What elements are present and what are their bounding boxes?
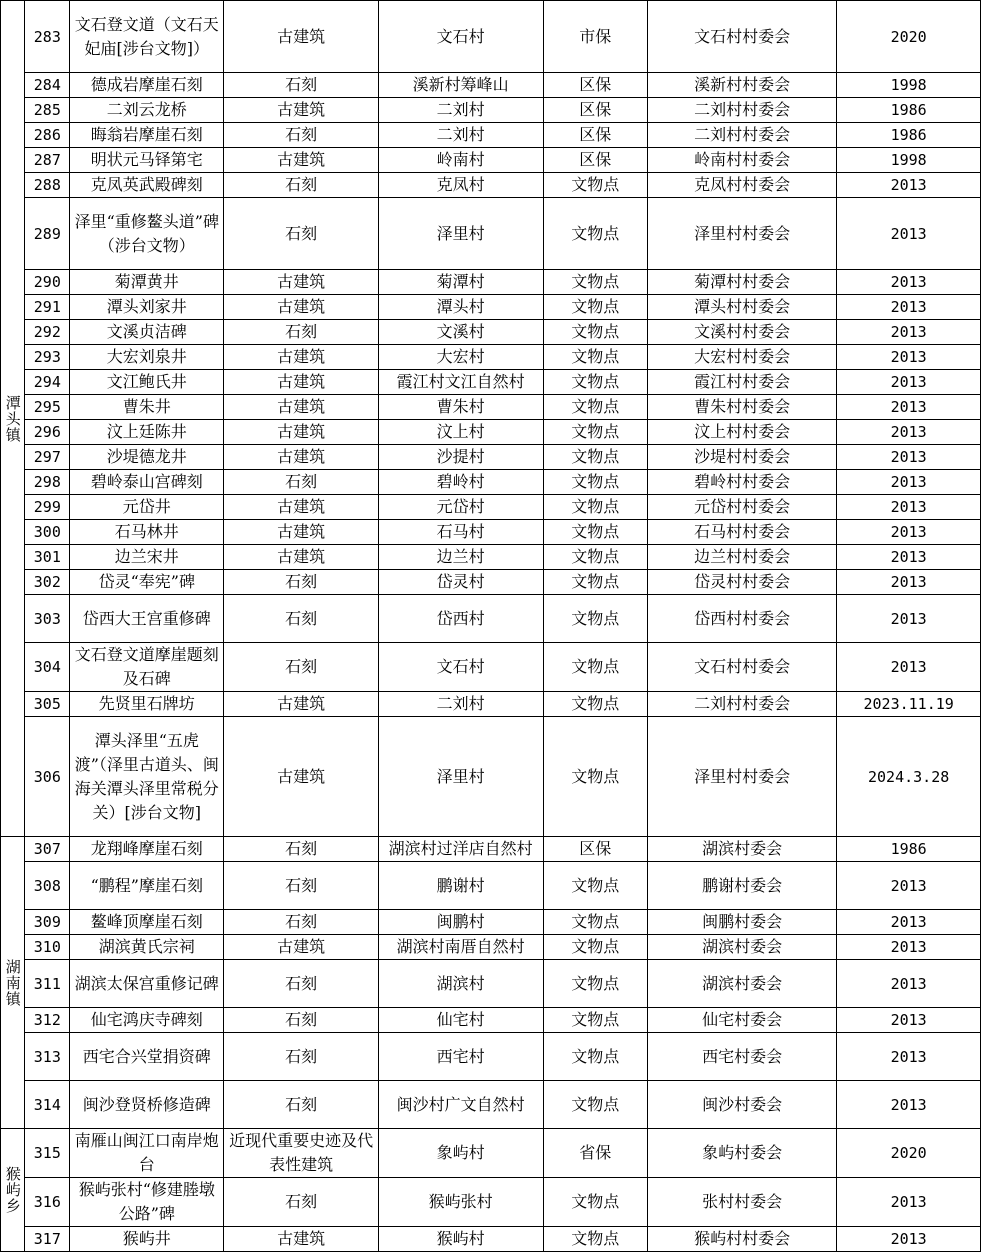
- row-manager: 潭头村村委会: [647, 295, 836, 320]
- table-row: [1, 198, 981, 270]
- row-level: 区保: [543, 837, 647, 862]
- row-name: 猴屿张村“修建塍墩公路”碑: [70, 1178, 224, 1227]
- row-category: 石刻: [224, 1178, 378, 1227]
- table-row: [1, 173, 981, 198]
- table-row: [1, 320, 981, 345]
- row-level: 文物点: [543, 595, 647, 643]
- row-number: 294: [25, 370, 70, 395]
- row-level: 文物点: [543, 470, 647, 495]
- row-number: 314: [25, 1081, 70, 1129]
- row-location: 湖滨村过洋店自然村: [378, 837, 543, 862]
- row-name: 石马林井: [70, 520, 224, 545]
- row-number: 291: [25, 295, 70, 320]
- row-manager: 岱西村村委会: [647, 595, 836, 643]
- row-year: 2013: [837, 445, 981, 470]
- table-row: [1, 837, 981, 862]
- row-manager: 元岱村村委会: [647, 495, 836, 520]
- row-location: 菊潭村: [378, 270, 543, 295]
- row-manager: 曹朱村村委会: [647, 395, 836, 420]
- row-level: 文物点: [543, 395, 647, 420]
- row-location: 文石村: [378, 1, 543, 73]
- table-row: [1, 370, 981, 395]
- row-location: 猴屿张村: [378, 1178, 543, 1227]
- row-level: 文物点: [543, 198, 647, 270]
- row-name: 大宏刘泉井: [70, 345, 224, 370]
- row-location: 二刘村: [378, 692, 543, 717]
- row-number: 310: [25, 935, 70, 960]
- row-year: 2013: [837, 173, 981, 198]
- row-number: 309: [25, 910, 70, 935]
- row-category: 石刻: [224, 198, 378, 270]
- row-location: 沙提村: [378, 445, 543, 470]
- row-category: 古建筑: [224, 420, 378, 445]
- row-number: 286: [25, 123, 70, 148]
- row-category: 古建筑: [224, 345, 378, 370]
- row-level: 区保: [543, 73, 647, 98]
- row-manager: 湖滨村委会: [647, 935, 836, 960]
- table-row: [1, 270, 981, 295]
- row-number: 292: [25, 320, 70, 345]
- row-level: 文物点: [543, 420, 647, 445]
- row-manager: 象屿村委会: [647, 1129, 836, 1178]
- town-cell: 猴屿乡: [1, 1129, 25, 1252]
- row-number: 283: [25, 1, 70, 73]
- row-location: 猴屿村: [378, 1227, 543, 1252]
- row-manager: 张村村委会: [647, 1178, 836, 1227]
- row-number: 295: [25, 395, 70, 420]
- row-location: 克凤村: [378, 173, 543, 198]
- table-body: [1, 1, 981, 1252]
- row-year: 2020: [837, 1129, 981, 1178]
- row-year: 2013: [837, 1178, 981, 1227]
- row-year: 2013: [837, 935, 981, 960]
- row-manager: 菊潭村村委会: [647, 270, 836, 295]
- row-name: 明状元马铎第宅: [70, 148, 224, 173]
- row-location: 霞江村文江自然村: [378, 370, 543, 395]
- row-year: 2023.11.19: [837, 692, 981, 717]
- table-row: [1, 1129, 981, 1178]
- table-row: [1, 910, 981, 935]
- row-year: 2013: [837, 643, 981, 692]
- town-cell: 潭头镇: [1, 1, 25, 837]
- table-row: [1, 960, 981, 1008]
- row-category: 石刻: [224, 862, 378, 910]
- row-number: 305: [25, 692, 70, 717]
- row-year: 2013: [837, 545, 981, 570]
- table-row: [1, 935, 981, 960]
- row-category: 古建筑: [224, 545, 378, 570]
- row-level: 文物点: [543, 1008, 647, 1033]
- table-row: [1, 495, 981, 520]
- row-year: 2013: [837, 470, 981, 495]
- row-number: 312: [25, 1008, 70, 1033]
- row-manager: 溪新村村委会: [647, 73, 836, 98]
- row-category: 古建筑: [224, 270, 378, 295]
- row-year: 2013: [837, 520, 981, 545]
- table-row: [1, 1081, 981, 1129]
- row-location: 仙宅村: [378, 1008, 543, 1033]
- row-year: 1986: [837, 98, 981, 123]
- row-manager: 文溪村村委会: [647, 320, 836, 345]
- row-year: 1986: [837, 837, 981, 862]
- row-level: 文物点: [543, 545, 647, 570]
- row-year: 1986: [837, 123, 981, 148]
- row-name: 二刘云龙桥: [70, 98, 224, 123]
- row-year: 2024.3.28: [837, 717, 981, 837]
- row-manager: 沙堤村村委会: [647, 445, 836, 470]
- row-manager: 二刘村村委会: [647, 692, 836, 717]
- row-manager: 泽里村村委会: [647, 717, 836, 837]
- row-name: 曹朱井: [70, 395, 224, 420]
- row-number: 290: [25, 270, 70, 295]
- row-level: 文物点: [543, 370, 647, 395]
- row-location: 湖滨村南厝自然村: [378, 935, 543, 960]
- row-level: 文物点: [543, 643, 647, 692]
- row-category: 石刻: [224, 595, 378, 643]
- row-year: 2013: [837, 960, 981, 1008]
- row-year: 2013: [837, 320, 981, 345]
- row-year: 2013: [837, 570, 981, 595]
- row-location: 曹朱村: [378, 395, 543, 420]
- row-location: 岱灵村: [378, 570, 543, 595]
- row-number: 316: [25, 1178, 70, 1227]
- row-number: 306: [25, 717, 70, 837]
- row-category: 古建筑: [224, 98, 378, 123]
- row-location: 潭头村: [378, 295, 543, 320]
- row-year: 2013: [837, 420, 981, 445]
- table-row: [1, 1178, 981, 1227]
- row-category: 石刻: [224, 123, 378, 148]
- row-category: 石刻: [224, 1008, 378, 1033]
- row-manager: 文石村村委会: [647, 643, 836, 692]
- table-row: [1, 395, 981, 420]
- row-year: 2013: [837, 1081, 981, 1129]
- row-year: 2013: [837, 345, 981, 370]
- table-row: [1, 862, 981, 910]
- row-number: 296: [25, 420, 70, 445]
- table-row: [1, 73, 981, 98]
- table-row: [1, 1227, 981, 1252]
- row-manager: 闽鹏村委会: [647, 910, 836, 935]
- table-row: [1, 692, 981, 717]
- row-category: 古建筑: [224, 370, 378, 395]
- table-row: [1, 1, 981, 73]
- row-location: 文溪村: [378, 320, 543, 345]
- row-location: 溪新村筹峰山: [378, 73, 543, 98]
- table-row: [1, 420, 981, 445]
- row-location: 鹏谢村: [378, 862, 543, 910]
- row-location: 西宅村: [378, 1033, 543, 1081]
- row-level: 文物点: [543, 935, 647, 960]
- row-name: 猴屿井: [70, 1227, 224, 1252]
- table-row: [1, 295, 981, 320]
- row-manager: 二刘村村委会: [647, 98, 836, 123]
- table-row: [1, 1008, 981, 1033]
- row-manager: 文石村村委会: [647, 1, 836, 73]
- row-number: 289: [25, 198, 70, 270]
- row-year: 1998: [837, 73, 981, 98]
- row-category: 石刻: [224, 837, 378, 862]
- row-manager: 湖滨村委会: [647, 837, 836, 862]
- row-year: 2013: [837, 595, 981, 643]
- row-level: 文物点: [543, 445, 647, 470]
- row-level: 区保: [543, 123, 647, 148]
- row-location: 岭南村: [378, 148, 543, 173]
- row-name: 文石登文道（文石天妃庙[涉台文物]）: [70, 1, 224, 73]
- row-name: 仙宅鸿庆寺碑刻: [70, 1008, 224, 1033]
- row-location: 闽沙村广文自然村: [378, 1081, 543, 1129]
- row-name: 德成岩摩崖石刻: [70, 73, 224, 98]
- row-location: 文石村: [378, 643, 543, 692]
- row-location: 泽里村: [378, 717, 543, 837]
- row-year: 2013: [837, 1033, 981, 1081]
- row-location: 碧岭村: [378, 470, 543, 495]
- row-year: 2013: [837, 270, 981, 295]
- row-level: 文物点: [543, 1081, 647, 1129]
- table-row: [1, 643, 981, 692]
- table-row: [1, 717, 981, 837]
- row-category: 石刻: [224, 320, 378, 345]
- row-level: 文物点: [543, 862, 647, 910]
- row-name: 泽里“重修鳌头道”碑（涉台文物）: [70, 198, 224, 270]
- row-year: 2013: [837, 370, 981, 395]
- table-row: [1, 545, 981, 570]
- row-name: 文溪贞洁碑: [70, 320, 224, 345]
- row-name: 克凤英武殿碑刻: [70, 173, 224, 198]
- row-number: 313: [25, 1033, 70, 1081]
- row-name: 菊潭黄井: [70, 270, 224, 295]
- table-row: [1, 148, 981, 173]
- table-row: [1, 123, 981, 148]
- row-number: 308: [25, 862, 70, 910]
- row-year: 1998: [837, 148, 981, 173]
- row-category: 古建筑: [224, 692, 378, 717]
- row-level: 文物点: [543, 320, 647, 345]
- row-year: 2013: [837, 495, 981, 520]
- row-location: 元岱村: [378, 495, 543, 520]
- row-name: 边兰宋井: [70, 545, 224, 570]
- row-location: 二刘村: [378, 98, 543, 123]
- row-level: 文物点: [543, 692, 647, 717]
- row-category: 古建筑: [224, 495, 378, 520]
- row-location: 象屿村: [378, 1129, 543, 1178]
- row-manager: 霞江村村委会: [647, 370, 836, 395]
- row-name: 鳌峰顶摩崖石刻: [70, 910, 224, 935]
- row-level: 区保: [543, 148, 647, 173]
- row-manager: 大宏村村委会: [647, 345, 836, 370]
- row-number: 287: [25, 148, 70, 173]
- row-number: 288: [25, 173, 70, 198]
- row-category: 古建筑: [224, 1227, 378, 1252]
- row-manager: 汶上村村委会: [647, 420, 836, 445]
- row-category: 古建筑: [224, 445, 378, 470]
- row-level: 文物点: [543, 717, 647, 837]
- row-year: 2013: [837, 198, 981, 270]
- row-location: 闽鹏村: [378, 910, 543, 935]
- table-row: [1, 520, 981, 545]
- row-category: 古建筑: [224, 295, 378, 320]
- row-level: 文物点: [543, 173, 647, 198]
- row-manager: 闽沙村委会: [647, 1081, 836, 1129]
- row-number: 293: [25, 345, 70, 370]
- row-year: 2013: [837, 395, 981, 420]
- row-name: 潭头刘家井: [70, 295, 224, 320]
- row-year: 2013: [837, 862, 981, 910]
- row-category: 石刻: [224, 910, 378, 935]
- row-name: 元岱井: [70, 495, 224, 520]
- row-category: 古建筑: [224, 148, 378, 173]
- row-number: 298: [25, 470, 70, 495]
- row-level: 文物点: [543, 570, 647, 595]
- row-location: 二刘村: [378, 123, 543, 148]
- row-location: 石马村: [378, 520, 543, 545]
- row-category: 石刻: [224, 643, 378, 692]
- row-manager: 边兰村村委会: [647, 545, 836, 570]
- row-level: 文物点: [543, 1178, 647, 1227]
- row-level: 文物点: [543, 270, 647, 295]
- row-location: 汶上村: [378, 420, 543, 445]
- table-row: [1, 470, 981, 495]
- row-name: “鹏程”摩崖石刻: [70, 862, 224, 910]
- row-name: 南雁山闽江口南岸炮台: [70, 1129, 224, 1178]
- row-category: 近现代重要史迹及代表性建筑: [224, 1129, 378, 1178]
- row-manager: 湖滨村委会: [647, 960, 836, 1008]
- row-category: 古建筑: [224, 1, 378, 73]
- row-location: 大宏村: [378, 345, 543, 370]
- table-row: [1, 345, 981, 370]
- row-manager: 碧岭村村委会: [647, 470, 836, 495]
- row-name: 西宅合兴堂捐资碑: [70, 1033, 224, 1081]
- row-manager: 二刘村村委会: [647, 123, 836, 148]
- row-level: 市保: [543, 1, 647, 73]
- row-category: 石刻: [224, 1081, 378, 1129]
- town-cell: 湖南镇: [1, 837, 25, 1129]
- table-row: [1, 98, 981, 123]
- row-category: 古建筑: [224, 935, 378, 960]
- table-row: [1, 595, 981, 643]
- row-manager: 西宅村委会: [647, 1033, 836, 1081]
- row-number: 300: [25, 520, 70, 545]
- row-name: 岱灵“奉宪”碑: [70, 570, 224, 595]
- row-number: 285: [25, 98, 70, 123]
- table-row: [1, 570, 981, 595]
- row-name: 文石登文道摩崖题刻及石碑: [70, 643, 224, 692]
- row-name: 闽沙登贤桥修造碑: [70, 1081, 224, 1129]
- row-number: 303: [25, 595, 70, 643]
- row-number: 311: [25, 960, 70, 1008]
- row-category: 古建筑: [224, 520, 378, 545]
- row-number: 304: [25, 643, 70, 692]
- row-level: 文物点: [543, 960, 647, 1008]
- row-category: 石刻: [224, 1033, 378, 1081]
- row-manager: 岱灵村村委会: [647, 570, 836, 595]
- table-row: [1, 1033, 981, 1081]
- row-manager: 猴屿村村委会: [647, 1227, 836, 1252]
- row-year: 2013: [837, 295, 981, 320]
- row-manager: 岭南村村委会: [647, 148, 836, 173]
- row-category: 石刻: [224, 960, 378, 1008]
- row-name: 潭头泽里“五虎渡”（泽里古道头、闽海关潭头泽里常税分关）[涉台文物]: [70, 717, 224, 837]
- row-manager: 泽里村村委会: [647, 198, 836, 270]
- row-location: 泽里村: [378, 198, 543, 270]
- row-category: 古建筑: [224, 395, 378, 420]
- row-category: 石刻: [224, 173, 378, 198]
- row-name: 岱西大王宫重修碑: [70, 595, 224, 643]
- table-row: [1, 445, 981, 470]
- row-year: 2013: [837, 1227, 981, 1252]
- row-level: 文物点: [543, 295, 647, 320]
- row-manager: 克凤村村委会: [647, 173, 836, 198]
- row-level: 文物点: [543, 520, 647, 545]
- row-category: 古建筑: [224, 717, 378, 837]
- row-level: 文物点: [543, 345, 647, 370]
- row-manager: 仙宅村委会: [647, 1008, 836, 1033]
- row-manager: 鹏谢村委会: [647, 862, 836, 910]
- row-level: 区保: [543, 98, 647, 123]
- row-location: 湖滨村: [378, 960, 543, 1008]
- row-number: 284: [25, 73, 70, 98]
- row-category: 石刻: [224, 570, 378, 595]
- row-name: 沙堤德龙井: [70, 445, 224, 470]
- row-name: 龙翔峰摩崖石刻: [70, 837, 224, 862]
- row-number: 315: [25, 1129, 70, 1178]
- row-name: 先贤里石牌坊: [70, 692, 224, 717]
- row-category: 石刻: [224, 73, 378, 98]
- row-number: 317: [25, 1227, 70, 1252]
- row-number: 299: [25, 495, 70, 520]
- row-level: 省保: [543, 1129, 647, 1178]
- row-number: 297: [25, 445, 70, 470]
- row-number: 307: [25, 837, 70, 862]
- row-name: 湖滨太保宫重修记碑: [70, 960, 224, 1008]
- row-level: 文物点: [543, 495, 647, 520]
- row-location: 边兰村: [378, 545, 543, 570]
- row-number: 301: [25, 545, 70, 570]
- row-manager: 石马村村委会: [647, 520, 836, 545]
- row-level: 文物点: [543, 1227, 647, 1252]
- row-level: 文物点: [543, 910, 647, 935]
- row-name: 晦翁岩摩崖石刻: [70, 123, 224, 148]
- row-name: 碧岭泰山宫碑刻: [70, 470, 224, 495]
- row-year: 2013: [837, 910, 981, 935]
- row-number: 302: [25, 570, 70, 595]
- row-name: 文江鲍氏井: [70, 370, 224, 395]
- row-location: 岱西村: [378, 595, 543, 643]
- row-year: 2013: [837, 1008, 981, 1033]
- row-level: 文物点: [543, 1033, 647, 1081]
- row-name: 湖滨黄氏宗祠: [70, 935, 224, 960]
- row-category: 石刻: [224, 470, 378, 495]
- row-year: 2020: [837, 1, 981, 73]
- row-name: 汶上廷陈井: [70, 420, 224, 445]
